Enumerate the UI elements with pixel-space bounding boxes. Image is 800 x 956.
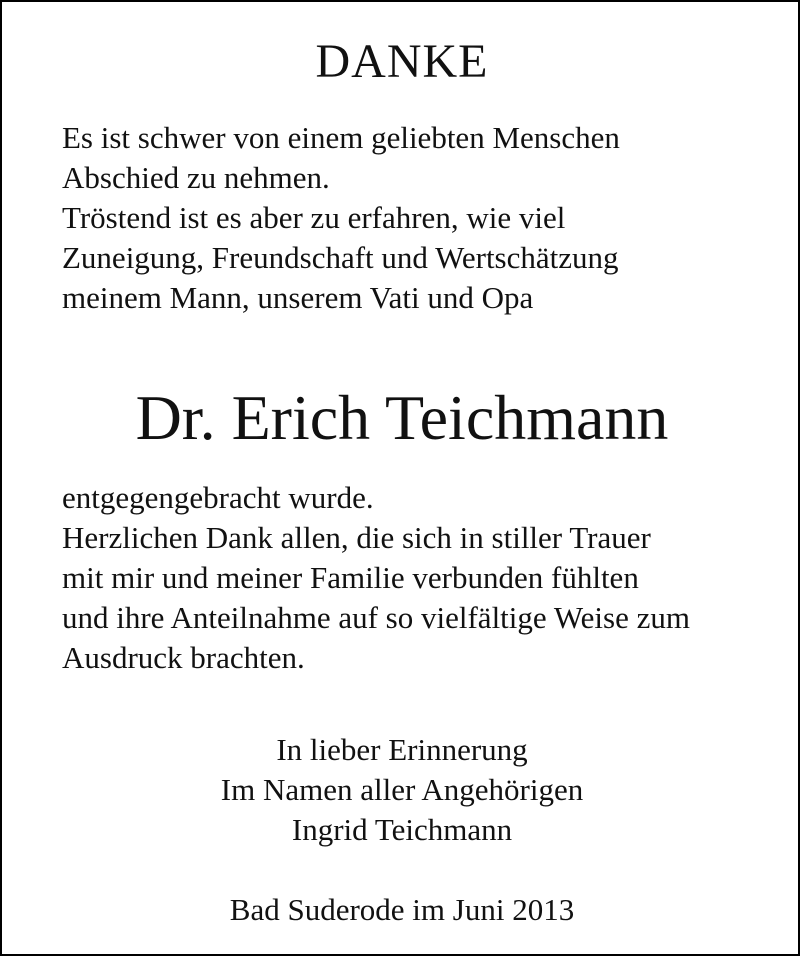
intro-line: Zuneigung, Freundschaft und Wertschätzung (62, 240, 619, 275)
place-and-date: Bad Suderode im Juni 2013 (229, 892, 575, 927)
signature-line: In lieber Erinnerung (276, 732, 528, 767)
intro-line: Tröstend ist es aber zu erfahren, wie viel (62, 200, 566, 235)
thanks-line: mit mir und meiner Familie verbunden fühlten (62, 560, 639, 595)
signature-block (2, 730, 800, 850)
signature-line: Im Namen aller Angehörigen (220, 772, 584, 807)
thanks-line: Ausdruck brachten. (62, 640, 305, 675)
thanks-paragraph (62, 478, 762, 678)
thanks-line: entgegengebracht wurde. (62, 480, 374, 515)
thanks-line: und ihre Anteilnahme auf so vielfältige Weise zum (62, 600, 690, 635)
thanks-line: Herzlichen Dank allen, die sich in stiller Trauer (62, 520, 651, 555)
intro-line: meinem Mann, unserem Vati und Opa (62, 280, 534, 315)
signer-name: Ingrid Teichmann (291, 812, 513, 847)
intro-paragraph (62, 118, 762, 318)
intro-line: Abschied zu nehmen. (62, 160, 330, 195)
deceased-name: Dr. Erich Teichmann (135, 382, 669, 453)
notice-heading: DANKE (315, 35, 489, 88)
intro-line: Es ist schwer von einem geliebten Menschen (62, 120, 620, 155)
